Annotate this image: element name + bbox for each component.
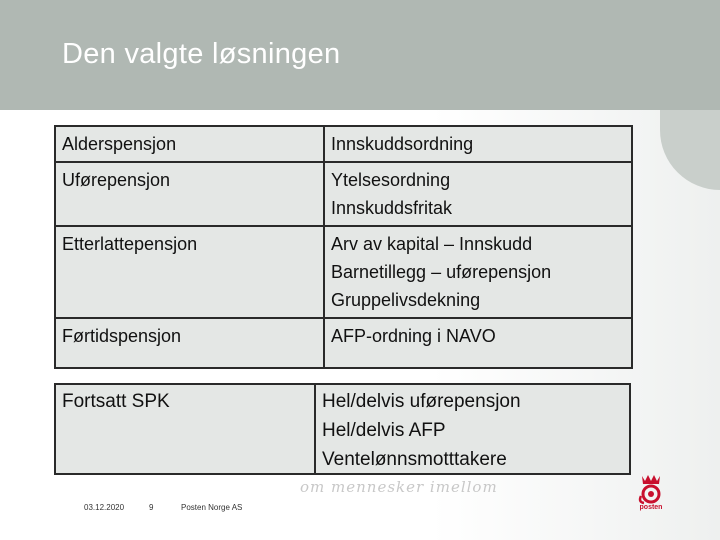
- detail-line: Hel/delvis AFP: [322, 420, 446, 441]
- footer-date: 03.12.2020: [84, 503, 125, 512]
- table-cell-right: [324, 126, 632, 162]
- logo-text: posten: [639, 504, 663, 511]
- pension-table: [54, 125, 633, 369]
- cell-line: Arv av kapital – Innskudd: [331, 234, 533, 254]
- tagline: om mennesker imellom: [300, 478, 498, 496]
- spk-box: [54, 383, 631, 475]
- footer-company: Posten Norge AS: [181, 503, 243, 512]
- box-divider: [314, 385, 316, 473]
- table-row: [55, 126, 632, 162]
- spk-details: [322, 387, 521, 474]
- table-row: [55, 318, 632, 368]
- cell-line: AFP-ordning i NAVO: [331, 326, 496, 346]
- table-row: [55, 162, 632, 226]
- table-cell-right: [324, 162, 632, 226]
- cell-line: Ytelsesordning: [331, 170, 451, 190]
- table-cell-left: Etterlattepensjon: [55, 226, 324, 318]
- footer-page-number: 9: [149, 503, 154, 512]
- cell-line: Barnetillegg – uførepensjon: [331, 262, 552, 282]
- detail-line: Ventelønnsmotttakere: [322, 449, 507, 470]
- spk-label: Fortsatt SPK: [62, 391, 170, 412]
- cell-line: Innskuddsordning: [331, 134, 474, 154]
- cell-line: Innskuddsfritak: [331, 198, 453, 218]
- table-row: [55, 226, 632, 318]
- cell-line: Gruppelivsdekning: [331, 290, 481, 310]
- slide-title: Den valgte løsningen: [62, 38, 341, 70]
- table-cell-left: Uførepensjon: [55, 162, 324, 226]
- detail-line: Hel/delvis uførepensjon: [322, 391, 521, 412]
- table-cell-right: [324, 226, 632, 318]
- table-cell-left: Alderspensjon: [55, 126, 324, 162]
- table-cell-left: Førtidspensjon: [55, 318, 324, 368]
- table-cell-right: [324, 318, 632, 368]
